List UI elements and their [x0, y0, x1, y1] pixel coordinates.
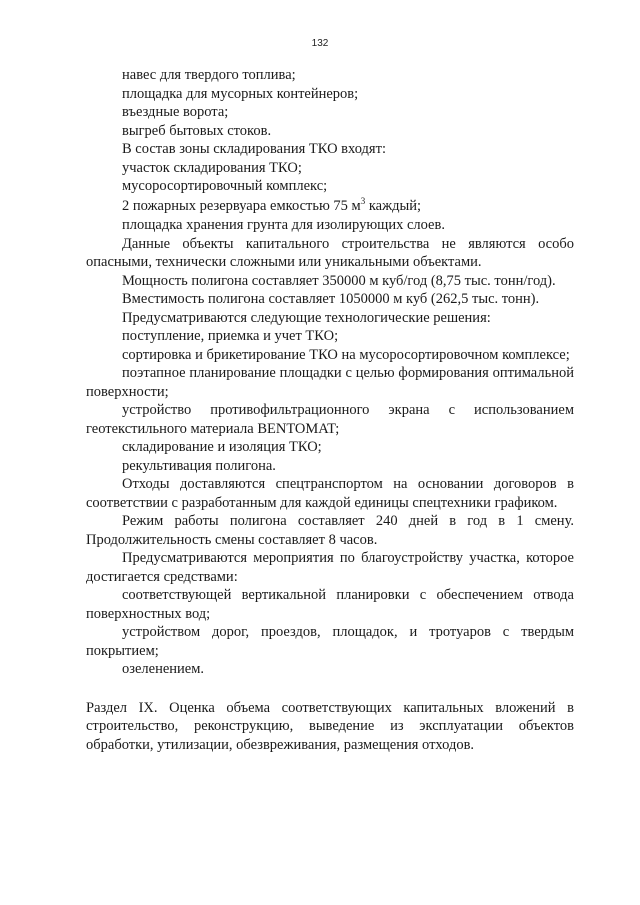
- paragraph-reservoirs: [86, 197, 574, 216]
- superscript: 3: [360, 195, 366, 206]
- paragraph: площадка хранения грунта для изолирующих слоев.: [122, 217, 445, 233]
- paragraph: Мощность полигона составляет 350000 м куб/год (8,75 тыс. тонн/год).: [122, 272, 556, 289]
- paragraph: Данные объекты капитального строительства не являются особо опасными, технически сложными или уникальными объектами.: [86, 235, 574, 270]
- document-body: [86, 66, 574, 754]
- paragraph: въездные ворота;: [122, 104, 229, 120]
- paragraph: поступление, приемка и учет ТКО;: [122, 328, 339, 344]
- paragraph: озеленением.: [122, 661, 205, 677]
- paragraph: устройство противофильтрационного экрана с использованием геотекстильного материала BENTOMAT;: [86, 402, 574, 437]
- paragraph-text: каждый;: [365, 197, 422, 214]
- paragraph: участок складирования ТКО;: [122, 159, 302, 176]
- paragraph: Предусматриваются следующие технологические решения:: [122, 309, 491, 326]
- paragraph: сортировка и брикетирование ТКО на мусоросортировочном комплексе;: [122, 346, 570, 363]
- paragraph: соответствующей вертикальной планировки с обеспечением отвода поверхностных вод;: [86, 587, 574, 622]
- section-heading: Раздел IX. Оценка объема соответствующих капитальных вложений в строительство, реконструкцию, выведение из эксплуатации объектов обработки, утилизации, обезвреживания, размещения отходов.: [86, 699, 574, 753]
- paragraph: Отходы доставляются спецтранспортом на основании договоров в соответствии с разработанным для каждой единицы спецтехники графиком.: [86, 476, 574, 511]
- paragraph: В состав зоны складирования ТКО входят:: [122, 141, 386, 157]
- paragraph: площадка для мусорных контейнеров;: [122, 85, 359, 102]
- paragraph: Предусматриваются мероприятия по благоустройству участка, которое достигается средствами:: [86, 550, 574, 585]
- paragraph: складирование и изоляция ТКО;: [122, 439, 322, 455]
- paragraph: выгреб бытовых стоков.: [122, 122, 272, 139]
- paragraph: навес для твердого топлива;: [122, 67, 296, 83]
- paragraph: поэтапное планирование площадки с целью формирования оптимальной поверхности;: [86, 365, 574, 400]
- paragraph-text: 2 пожарных резервуара емкостью 75 м: [122, 197, 361, 214]
- paragraph: Режим работы полигона составляет 240 дней в год в 1 смену. Продолжительность смены составляет 8 часов.: [86, 513, 574, 548]
- paragraph: мусоросортировочный комплекс;: [122, 178, 328, 194]
- page-number: 132: [311, 38, 329, 49]
- paragraph: Вместимость полигона составляет 1050000 м куб (262,5 тыс. тонн).: [122, 291, 540, 307]
- paragraph: устройством дорог, проездов, площадок, и тротуаров с твердым покрытием;: [86, 624, 574, 659]
- paragraph: рекультивация полигона.: [122, 457, 276, 474]
